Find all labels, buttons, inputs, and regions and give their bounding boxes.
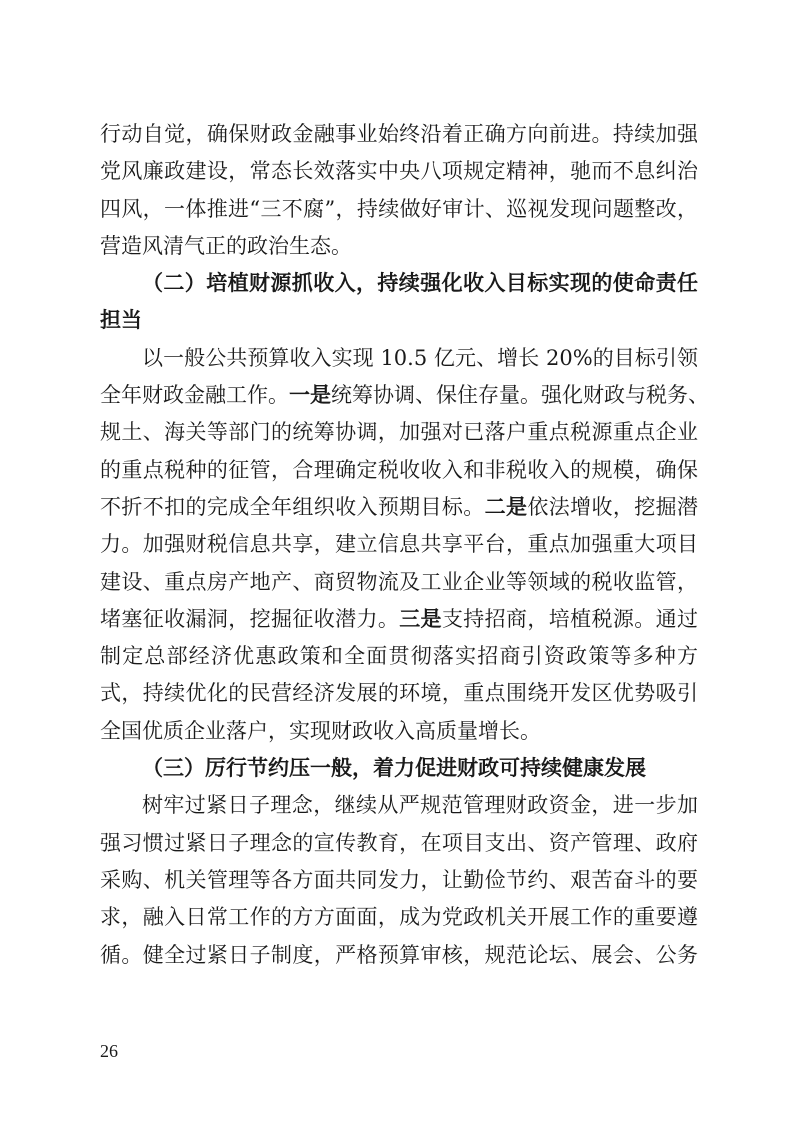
text-line: 采购、机关管理等各方面共同发力，让勤俭节约、艰苦奋斗的要 — [100, 867, 698, 892]
text-line: 强习惯过紧日子理念的宣传教育，在项目支出、资产管理、政府 — [100, 830, 698, 855]
section-2-paragraph — [100, 340, 709, 750]
heading-line: （三）厉行节约压一般，着力促进财政可持续健康发展 — [142, 756, 646, 781]
text-segment: 不折不扣的完成全年组织收入预期目标。 — [100, 494, 485, 519]
text-line: 四风，一体推进“三不腐”，持续做好审计、巡视发现问题整改， — [100, 196, 698, 221]
text-line: 树牢过紧日子理念，继续从严规范管理财政资金，进一步加 — [142, 793, 698, 818]
text-segment: 依法增收，挖掘潜 — [527, 494, 699, 519]
bold-keyword: 二是 — [484, 494, 528, 519]
page-number: 26 — [100, 1041, 118, 1061]
section-2-heading — [100, 265, 698, 340]
text-segment: 统筹协调、保住存量。强化财政与税务、 — [331, 383, 709, 408]
heading-line: 担当 — [100, 308, 142, 333]
text-line: 党风廉政建设，常态长效落实中央八项规定精神，驰而不息纠治 — [100, 159, 698, 184]
text-line — [100, 377, 709, 414]
text-line: 规土、海关等部门的统筹协调，加强对已落户重点税源重点企业 — [100, 420, 698, 445]
text-line: 式，持续优化的民营经济发展的环境，重点围绕开发区优势吸引 — [100, 681, 698, 706]
text-segment: 全年财政金融工作。 — [100, 383, 289, 408]
heading-line: （二）培植财源抓收入，持续强化收入目标实现的使命责任 — [142, 271, 698, 296]
text-line — [100, 489, 698, 526]
text-line: 建设、重点房产地产、商贸物流及工业企业等领域的税收监管， — [100, 569, 698, 594]
text-line: 全国优质企业落户，实现财政收入高质量增长。 — [100, 718, 541, 743]
text-line: 制定总部经济优惠政策和全面贯彻落实招商引资政策等多种方 — [100, 644, 698, 669]
text-line: 循。健全过紧日子制度，严格预算审核，规范论坛、展会、公务 — [100, 942, 698, 967]
text-line: 行动自觉，确保财政金融事业始终沿着正确方向前进。持续加强 — [100, 122, 698, 146]
text-line — [100, 601, 698, 638]
text-line: 营造风清气正的政治生态。 — [100, 233, 352, 258]
text-line: 力。加强财税信息共享，建立信息共享平台，重点加强重大项目 — [100, 532, 698, 557]
bold-keyword: 一是 — [289, 383, 331, 408]
section-3-paragraph — [100, 787, 698, 973]
text-line: 求，融入日常工作的方方面面，成为党政机关开展工作的重要遵 — [100, 905, 698, 930]
bold-keyword: 三是 — [399, 606, 442, 631]
document-body — [100, 116, 709, 974]
text-line: 以一般公共预算收入实现 10.5 亿元、增长 20%的目标引领 — [142, 345, 698, 370]
text-segment: 支持招商，培植税源。通过 — [441, 606, 699, 631]
text-segment: 堵塞征收漏洞，挖掘征收潜力。 — [100, 606, 400, 631]
text-line: 的重点税种的征管，合理确定税收收入和非税收入的规模，确保 — [100, 457, 698, 482]
paragraph-continued — [100, 116, 698, 265]
section-3-heading — [100, 750, 698, 787]
